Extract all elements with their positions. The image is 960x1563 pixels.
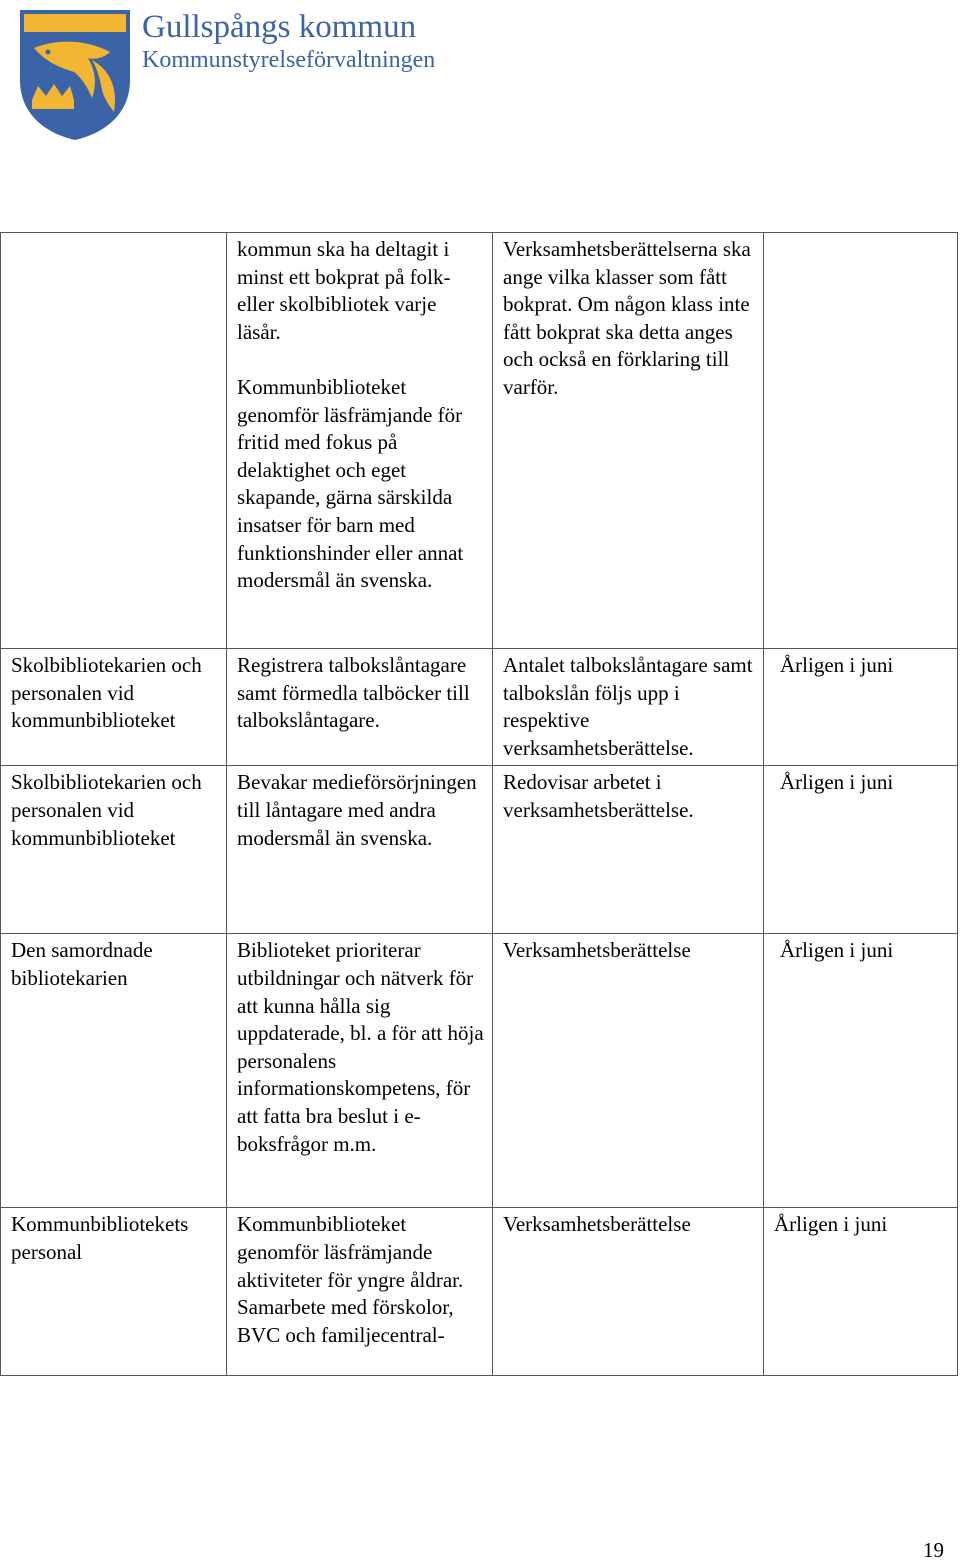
- followup-cell: Verksamhetsberättelserna ska ange vilka klasser som fått bokprat. Om någon klass inte fått bokprat ska detta anges och också en förklaring till varför.: [493, 233, 764, 649]
- timing-cell: Årligen i juni: [764, 1208, 958, 1376]
- organization-name: Gullspångs kommun: [142, 9, 417, 45]
- coat-of-arms-icon: [18, 8, 132, 142]
- followup-cell: Verksamhetsberättelse: [493, 934, 764, 1208]
- organization-department: Kommunstyrelseförvaltningen: [142, 47, 436, 73]
- timing-cell: [764, 233, 958, 649]
- action-plan-table: [0, 232, 958, 1376]
- table-row: [1, 1208, 958, 1376]
- activity-cell: Biblioteket prioriterar utbildningar och nätverk för att kunna hålla sig uppdaterade, bl. a för att höja personalens informationskompetens, för att fatta bra beslut i e-boksfrågor m.m.: [227, 934, 493, 1208]
- activity-cell: Registrera talbokslåntagare samt förmedla talböcker till talbokslåntagare.: [227, 649, 493, 766]
- timing-cell: Årligen i juni: [764, 766, 958, 934]
- page-number: 19: [923, 1538, 944, 1562]
- responsible-cell: Den samordnade bibliotekarien: [1, 934, 227, 1208]
- responsible-cell: Kommunbibliotekets personal: [1, 1208, 227, 1376]
- timing-cell: Årligen i juni: [764, 934, 958, 1208]
- activity-text: kommun ska ha deltagit i minst ett bokprat på folk- eller skolbibliotek varje läsår.: [237, 237, 451, 344]
- table-row: [1, 233, 958, 649]
- table-row: [1, 649, 958, 766]
- activity-text: Kommunbiblioteket genomför läsfrämjande för fritid med fokus på delaktighet och eget skapande, gärna särskilda insatser för barn med funktionshinder eller annat modersmål än svenska.: [237, 374, 464, 593]
- activity-cell: Kommunbiblioteket genomför läsfrämjande aktiviteter för yngre åldrar. Samarbete med förskolor, BVC och familjecentral-: [227, 1208, 493, 1376]
- activity-cell: [227, 233, 493, 649]
- followup-cell: Redovisar arbetet i verksamhetsberättelse.: [493, 766, 764, 934]
- responsible-cell: [1, 233, 227, 649]
- activity-cell: Bevakar medieförsörjningen till låntagare med andra modersmål än svenska.: [227, 766, 493, 934]
- table-row: [1, 934, 958, 1208]
- table-row: [1, 766, 958, 934]
- followup-cell: Antalet talbokslåntagare samt talbokslån följs upp i respektive verksamhetsberättelse.: [493, 649, 764, 766]
- timing-cell: Årligen i juni: [764, 649, 958, 766]
- letterhead: [18, 8, 488, 148]
- responsible-cell: Skolbibliotekarien och personalen vid kommunbiblioteket: [1, 649, 227, 766]
- responsible-cell: Skolbibliotekarien och personalen vid kommunbiblioteket: [1, 766, 227, 934]
- followup-cell: Verksamhetsberättelse: [493, 1208, 764, 1376]
